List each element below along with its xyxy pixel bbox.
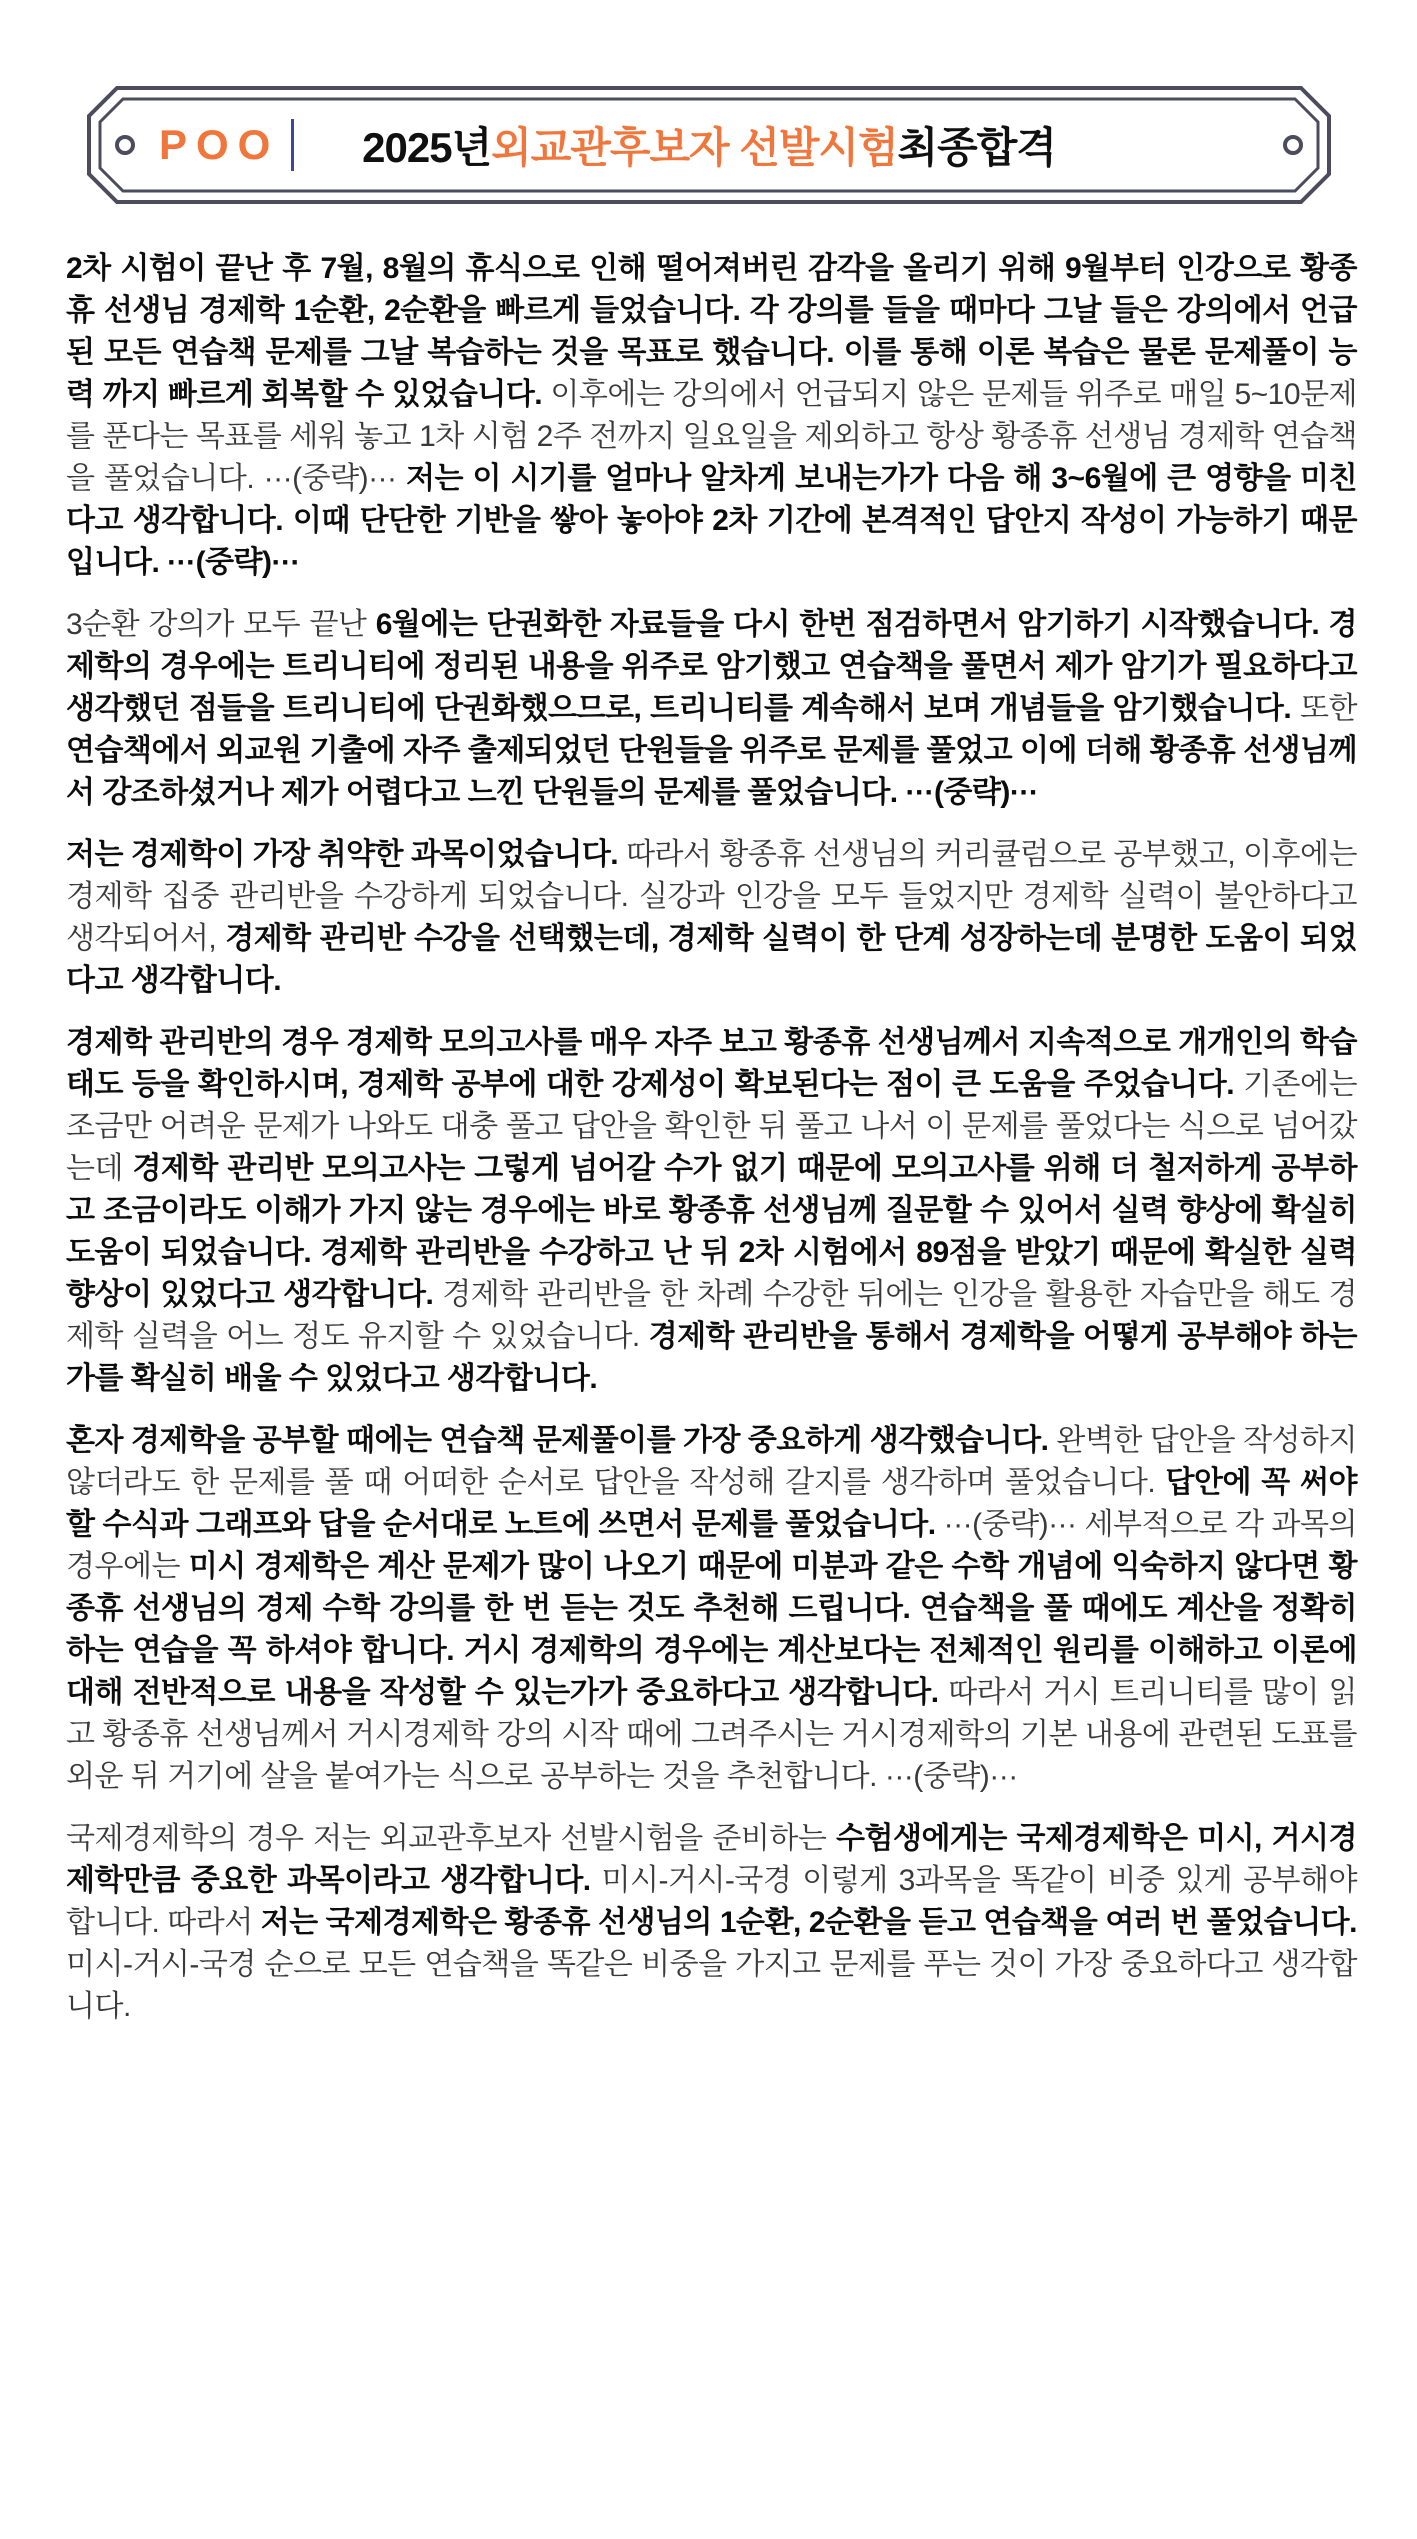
regular-text: 이후에는 강의에서 언급되지 않은 문제들 위주로 매일 5~10문제를 푼다는 목표를 세워 놓고 1차 시험 2주 전까지 일요일을 제외하고 항상 황종휴 선생님 경제학 연습책을 풀었습니다. ···(중략)··· [66,378,1357,495]
regular-text: 완벽한 답안을 작성하지 않더라도 한 문제를 풀 때 어떠한 순서로 답안을 작성해 갈지를 생각하며 풀었습니다. [66,1424,1357,1499]
paragraph [66,1022,1357,1400]
paragraph [66,604,1357,814]
logo-text: POO [159,121,280,168]
regular-text: 국제경제학의 경우 저는 외교관후보자 선발시험을 준비하는 [66,1822,836,1855]
emphasized-text: 연습책에서 외교원 기출에 자주 출제되었던 단원들을 위주로 문제를 풀었고 이에 더해 황종휴 선생님께서 강조하셨거나 제가 어렵다고 느낀 단원들의 문제를 풀었습니다. ···(중략)··· [66,734,1357,809]
paragraph [66,1420,1357,1798]
emphasized-text: 경제학 관리반을 통해서 경제학을 어떻게 공부해야 하는가를 확실히 배울 수 있었다고 생각합니다. [66,1320,1357,1395]
header-badge [87,86,1331,204]
badge-content [87,86,1331,204]
title-suffix: 최종합격 [897,124,1056,171]
regular-text: 3순환 강의가 모두 끝난 [66,608,376,641]
paragraph [66,1818,1357,2028]
page-title [87,86,1331,204]
emphasized-text: 미시 경제학은 계산 문제가 많이 나오기 때문에 미분과 같은 수학 개념에 익숙하지 않다면 황종휴 선생님의 경제 수학 강의를 한 번 듣는 것도 추천해 드립니다. 연습책을 풀 때에도 계산을 정확히 하는 연습을 꼭 하셔야 합니다. 거시 경제학의 경우에는 계산보다는 전체적인 원리를 이해하고 이론에 대해 전반적으로 내용을 작성할 수 있는가가 중요하다고 생각합니다. [66,1550,1357,1709]
testimonial-body [66,248,1357,2048]
regular-text: 따라서 거시 트리니티를 많이 읽고 황종휴 선생님께서 거시경제학 강의 시작 때에 그려주시는 거시경제학의 기본 내용에 관련된 도표를 외운 뒤 거기에 살을 붙여가는 식으로 공부하는 것을 추천합니다. ···(중략)··· [66,1676,1357,1793]
emphasized-text: 수험생에게는 국제경제학은 미시, 거시경제학만큼 중요한 과목이라고 생각합니다. [66,1822,1357,1897]
emphasized-text: 저는 경제학이 가장 취약한 과목이었습니다. [66,838,627,871]
regular-text: 또한 [1300,692,1357,725]
emphasized-text: 6월에는 단권화한 자료들을 다시 한번 점검하면서 암기하기 시작했습니다. 경제학의 경우에는 트리니티에 정리된 내용을 위주로 암기했고 연습책을 풀면서 제가 암기가 필요하다고 생각했던 점들을 트리니티에 단권화했으므로, 트리니티를 계속해서 보며 개념들을 암기했습니다. [66,608,1357,725]
emphasized-text: 경제학 관리반 수강을 선택했는데, 경제학 실력이 한 단계 성장하는데 분명한 도움이 되었다고 생각합니다. [66,922,1357,997]
paragraph [66,834,1357,1002]
emphasized-text: 저는 이 시기를 얼마나 알차게 보내는가가 다음 해 3~6월에 큰 영향을 미친다고 생각합니다. 이때 단단한 기반을 쌓아 놓아야 2차 기간에 본격적인 답안지 작성이 가능하기 때문입니다. ···(중략)··· [66,462,1358,579]
emphasized-text: 경제학 관리반 모의고사는 그렇게 넘어갈 수가 없기 때문에 모의고사를 위해 더 철저하게 공부하고 조금이라도 이해가 가지 않는 경우에는 바로 황종휴 선생님께 질문할 수 있어서 실력 향상에 확실히 도움이 되었습니다. 경제학 관리반을 수강하고 난 뒤 2차 시험에서 89점을 받았기 때문에 확실한 실력 향상이 있었다고 생각합니다. [66,1152,1357,1311]
regular-text: 경제학 관리반을 한 차례 수강한 뒤에는 인강을 활용한 자습만을 해도 경제학 실력을 어느 정도 유지할 수 있었습니다. [66,1278,1357,1353]
regular-text: 따라서 황종휴 선생님의 커리큘럼으로 공부했고, 이후에는 경제학 집중 관리반을 수강하게 되었습니다. 실강과 인강을 모두 들었지만 경제학 실력이 불안하다고 생각되어서, [66,838,1357,955]
emphasized-text: 저는 국제경제학은 황종휴 선생님의 1순환, 2순환을 듣고 연습책을 여러 번 풀었습니다. [260,1906,1357,1939]
title-highlight: 외교관후보자 선발시험 [491,124,898,171]
emphasized-text: 답안에 꼭 써야 할 수식과 그래프와 답을 순서대로 노트에 쓰면서 문제를 풀었습니다. [66,1466,1357,1541]
regular-text: 미시-거시-국경 이렇게 3과목을 똑같이 비중 있게 공부해야 합니다. 따라서 [66,1864,1357,1939]
emphasized-text: 2차 시험이 끝난 후 7월, 8월의 휴식으로 인해 떨어져버린 감각을 올리기 위해 9월부터 인강으로 황종휴 선생님 경제학 1순환, 2순환을 빠르게 들었습니다. 각 강의를 들을 때마다 그날 들은 강의에서 언급된 모든 연습책 문제를 그날 복습하는 것을 목표로 했습니다. 이를 통해 이론 복습은 물론 문제풀이 능력 까지 빠르게 회복할 수 있었습니다. [66,252,1357,411]
emphasized-text: 혼자 경제학을 공부할 때에는 연습책 문제풀이를 가장 중요하게 생각했습니다. [66,1424,1057,1457]
regular-text: 미시-거시-국경 순으로 모든 연습책을 똑같은 비중을 가지고 문제를 푸는 것이 가장 중요하다고 생각합니다. [66,1948,1357,2023]
emphasized-text: 경제학 관리반의 경우 경제학 모의고사를 매우 자주 보고 황종휴 선생님께서 지속적으로 개개인의 학습 태도 등을 확인하시며, 경제학 공부에 대한 강제성이 확보된다는 점이 큰 도움을 주었습니다. [66,1026,1357,1101]
title-prefix: 2025년 [362,124,492,171]
paragraph [66,248,1357,584]
regular-text: 기존에는 조금만 어려운 문제가 나와도 대충 풀고 답안을 확인한 뒤 풀고 나서 이 문제를 풀었다는 식으로 넘어갔는데 [66,1068,1358,1185]
regular-text: ···(중략)··· 세부적으로 각 과목의 경우에는 [66,1508,1357,1583]
